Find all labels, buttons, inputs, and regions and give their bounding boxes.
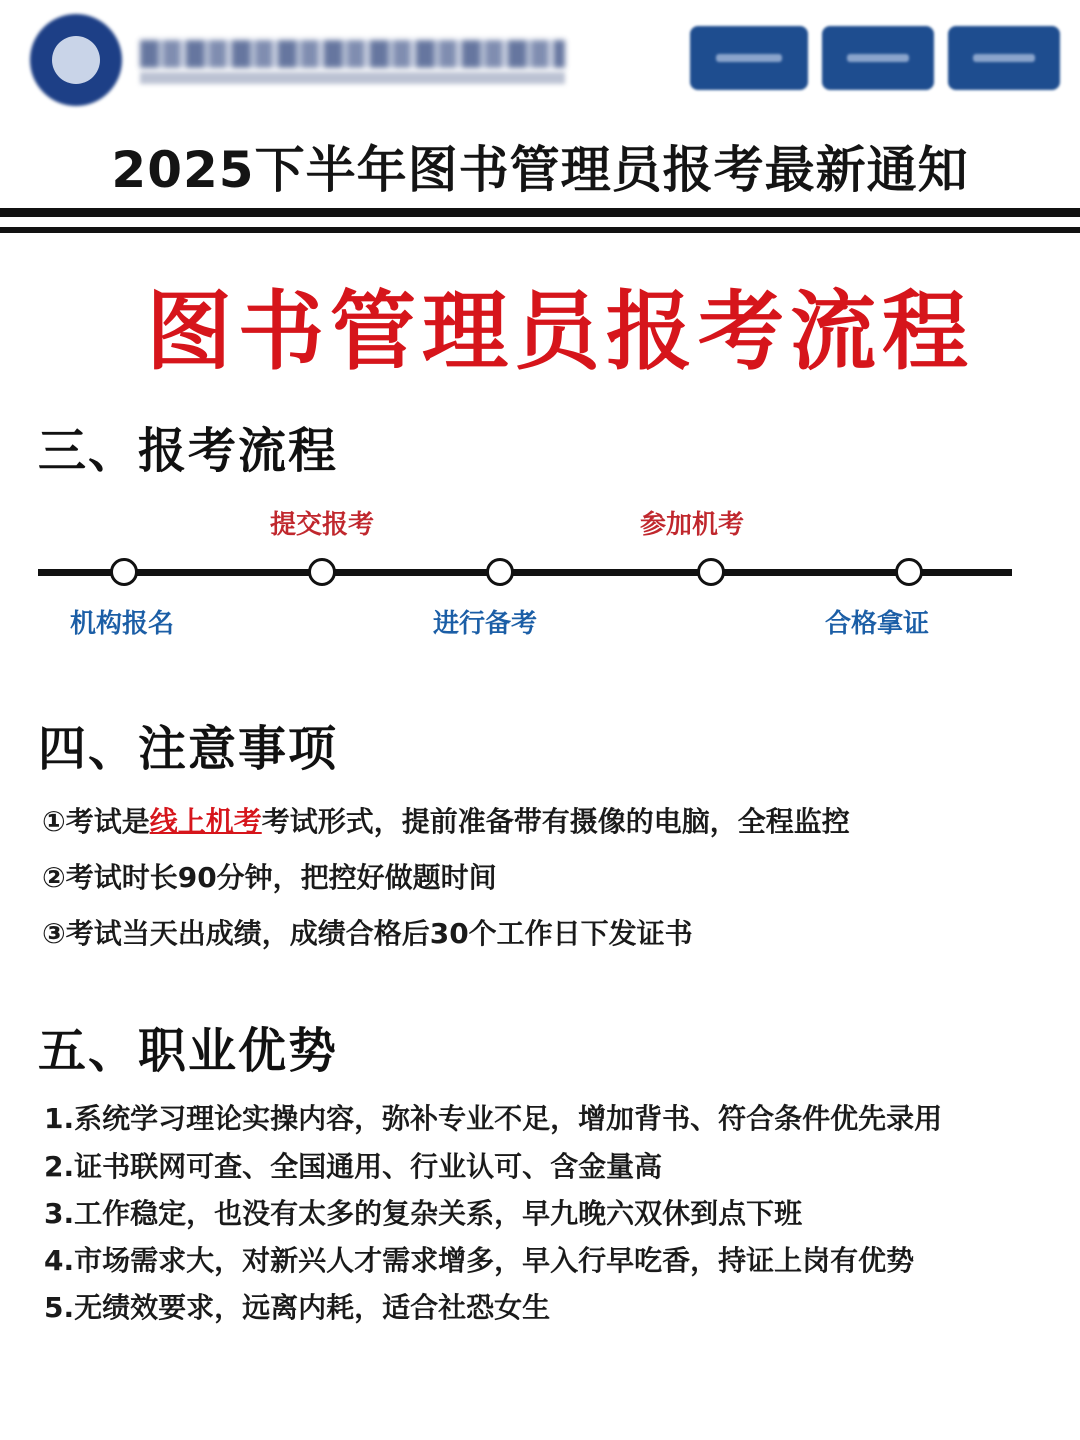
note-item-2: ②考试时长90分钟，把控好做题时间	[42, 861, 497, 894]
timeline-line	[38, 569, 1012, 576]
advantage-item-4: 4.市场需求大，对新兴人才需求增多，早入行早吃香，持证上岗有优势	[44, 1244, 915, 1277]
note-item-1-suffix: 考试形式，提前准备带有摄像的电脑，全程监控	[261, 805, 850, 838]
step-2-label: 提交报考	[270, 510, 375, 540]
organization-name-blurred	[140, 40, 565, 68]
advantage-item-3: 3.工作稳定，也没有太多的复杂关系，早九晚六双休到点下班	[44, 1197, 803, 1230]
advantages-heading: 五、职业优势	[38, 1023, 339, 1079]
note-item-3: ③考试当天出成绩，成绩合格后30个工作日下发证书	[42, 917, 693, 950]
logo-emblem-icon	[52, 36, 100, 84]
note-item-1-prefix: ①考试是	[42, 805, 150, 838]
organization-subtitle-blurred	[140, 72, 565, 84]
divider-thin	[0, 227, 1080, 233]
note-highlight-online-exam: 线上机考	[149, 805, 262, 838]
step-5-label: 合格拿证	[825, 609, 930, 639]
step-4-label: 参加机考	[640, 510, 745, 540]
banner-title: 图书管理员报考流程	[146, 281, 974, 382]
note-item-1	[42, 800, 850, 840]
timeline-node-2	[308, 558, 336, 586]
timeline-node-1	[110, 558, 138, 586]
advantage-item-1: 1.系统学习理论实操内容，弥补专业不足，增加背书、符合条件优先录用	[44, 1102, 943, 1135]
step-1-label: 机构报名	[70, 609, 175, 639]
advantage-item-5: 5.无绩效要求，远离内耗，适合社恐女生	[44, 1291, 551, 1324]
notes-heading: 四、注意事项	[38, 721, 339, 777]
nav-button-2[interactable]	[822, 26, 934, 90]
divider-thick	[0, 208, 1080, 217]
timeline-node-5	[895, 558, 923, 586]
nav-button-1[interactable]	[690, 26, 808, 90]
advantage-item-2: 2.证书联网可查、全国通用、行业认可、含金量高	[44, 1150, 663, 1183]
page-title: 2025下半年图书管理员报考最新通知	[111, 141, 969, 199]
timeline-node-4	[697, 558, 725, 586]
step-3-label: 进行备考	[433, 609, 538, 639]
nav-button-3[interactable]	[948, 26, 1060, 90]
timeline-node-3	[486, 558, 514, 586]
process-heading: 三、报考流程	[38, 423, 339, 479]
